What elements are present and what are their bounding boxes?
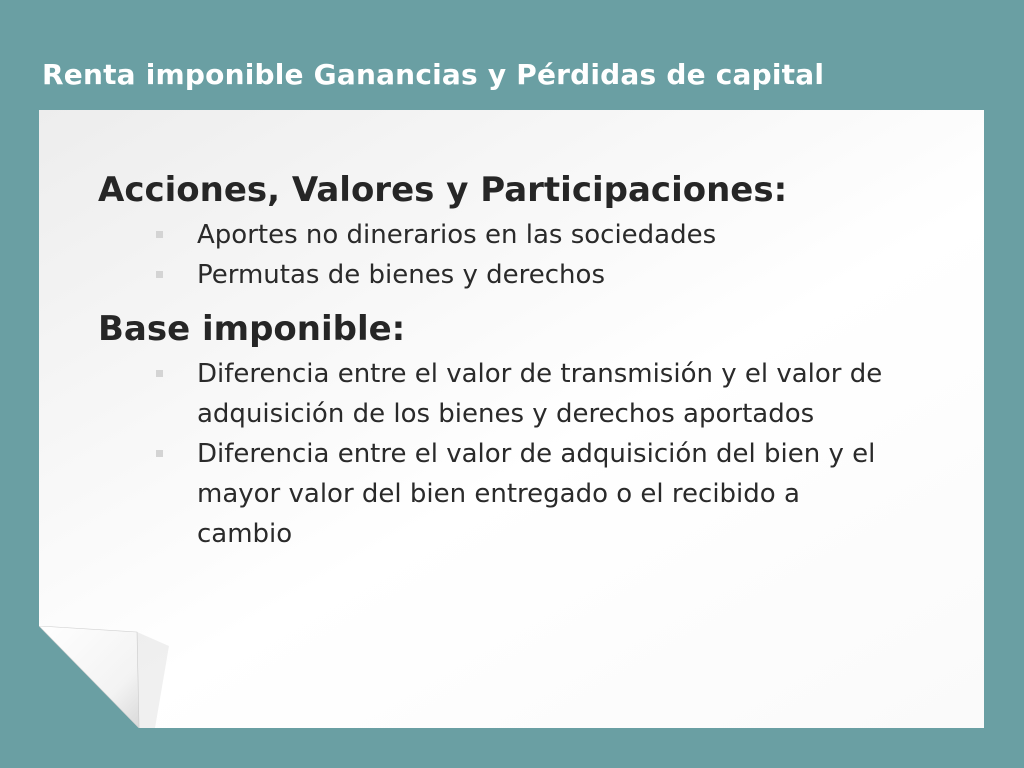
square-bullet-icon [156, 231, 163, 238]
page-curl-fold [39, 626, 169, 728]
bullet-text: Aportes no dinerarios en las sociedades [197, 219, 717, 250]
bullet-item [156, 434, 938, 554]
slide-content [98, 170, 938, 554]
bullet-text: Diferencia entre el valor de adquisición del bien y el mayor valor del bien entregado o el recibido a cambio [197, 438, 876, 549]
bullet-text: Permutas de bienes y derechos [197, 259, 605, 290]
slide-title: Renta imponible Ganancias y Pérdidas de capital [42, 58, 825, 91]
bullet-list-base-imponible [98, 354, 938, 554]
square-bullet-icon [156, 450, 163, 457]
bullet-text: Diferencia entre el valor de transmisión y el valor de adquisición de los bienes y derechos aportados [197, 358, 883, 429]
bullet-item [156, 255, 938, 295]
bullet-item [156, 215, 938, 255]
bullet-item [156, 354, 938, 434]
square-bullet-icon [156, 370, 163, 377]
section-heading-acciones: Acciones, Valores y Participaciones: [98, 170, 788, 210]
section-heading-base-imponible: Base imponible: [98, 308, 406, 349]
bullet-list-acciones [98, 215, 938, 295]
square-bullet-icon [156, 271, 163, 278]
